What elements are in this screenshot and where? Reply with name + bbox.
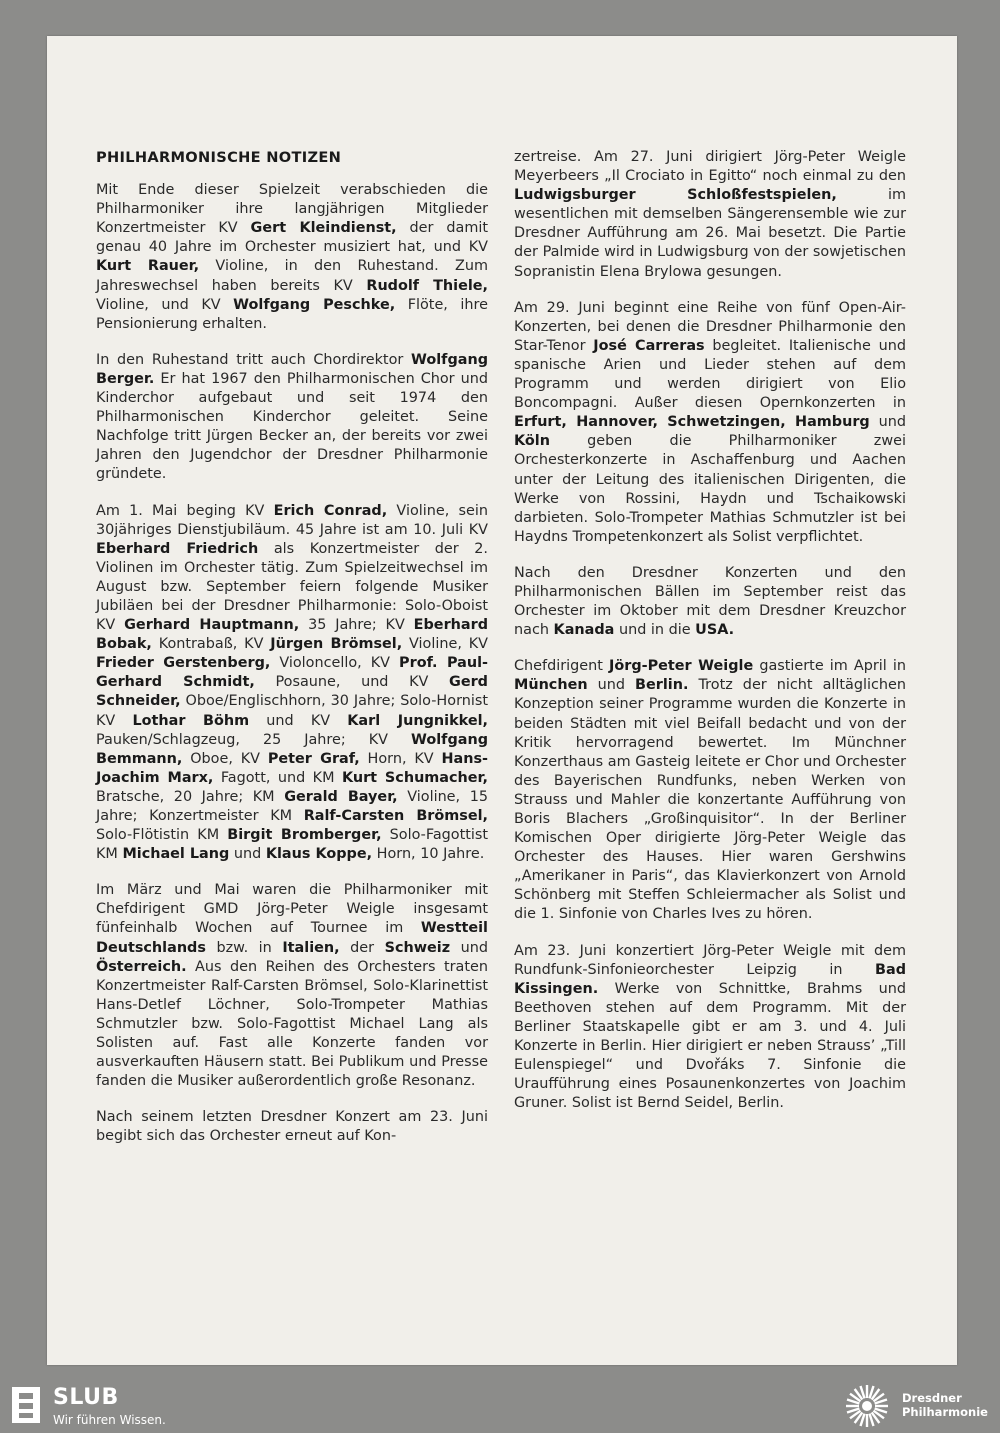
bold-name: Ludwigsburger Schloßfestspielen, xyxy=(514,187,837,204)
philharmonie-sunburst-icon xyxy=(842,1383,892,1429)
paragraph xyxy=(96,181,488,334)
left-column xyxy=(96,148,488,1164)
text-run: Posaune, und KV xyxy=(254,674,450,691)
right-column-body xyxy=(514,148,906,1113)
text-run: Am 1. Mai beging KV xyxy=(96,502,274,519)
philharmonie-name-line2: Philharmonie xyxy=(902,1405,988,1419)
bold-name: Klaus Koppe, xyxy=(265,846,373,863)
text-run: Pauken/Schlagzeug, 25 Jahre; KV xyxy=(96,731,411,748)
bold-name: Eberhard Friedrich xyxy=(96,540,259,557)
bold-name: Kurt Rauer, xyxy=(96,258,200,275)
text-run: der damit genau 40 Jahre im Orchester musiziert hat, und KV xyxy=(96,220,488,256)
text-run: Horn, KV xyxy=(359,750,442,767)
text-run: Violine, KV xyxy=(402,636,488,653)
text-run: als Konzertmeister der 2. Violinen im Orchester tätig. Zum Spielzeitwechsel im August bzw. September feiern folgende Musiker Jubiläen bei der Dresdner Philharmonie: Solo-Oboist KV xyxy=(96,540,488,634)
text-run: Chefdirigent xyxy=(514,658,609,675)
bold-name: Kurt Schumacher, xyxy=(341,769,488,786)
bold-name: Karl Jungnikkel, xyxy=(347,712,489,729)
bold-name: Prof. Paul-Gerhard Schmidt, xyxy=(96,655,488,691)
bold-name: José Carreras xyxy=(593,337,705,354)
text-run: Trotz der nicht alltäglichen Konzeption seiner Programme wurden die Konzerte in beiden Städten mit viel Beifall bedacht und von der Kritik hervorragend bewertet. Im Münchner Konzerthaus am Gasteig leitete er Chor und Orchester des Bayerischen Rundfunks, neben Werken von Strauss und Mahler die konzertante Aufführung von Boris Blachers „Großinquisitor“. In der Berliner Komischen Oper dirigierte Jörg-Peter Weigle das Orchester des Hauses. Hier waren Gershwins „Amerikaner in Paris“, das Klavierkonzert von Arnold Schönberg mit Steffen Schleiermacher als Solist und die 1. Sinfonie von Charles Ives zu hören. xyxy=(514,677,906,923)
bold-name: Gerd Schneider, xyxy=(96,674,488,710)
text-run: und xyxy=(450,939,488,956)
right-column xyxy=(514,148,906,1130)
text-run: Fagott, und KM xyxy=(213,769,342,786)
philharmonie-name-line1: Dresdner xyxy=(902,1391,962,1405)
bold-name: München xyxy=(514,677,588,694)
bold-name: Schweiz xyxy=(384,939,451,956)
slub-tagline: Wir führen Wissen. xyxy=(53,1413,166,1427)
paragraph xyxy=(96,1108,488,1146)
philharmonie-name xyxy=(902,1391,988,1419)
text-run: geben die Philharmoniker zwei Orchesterkonzerte in Aschaffenburg und Aachen unter der Leitung des italienischen Dirigenten, die Werke von Rossini, Haydn und Tschaikowski darbieten. Solo-Trompeter Mathias Schmutzler ist bei Haydns Trompetenkonzert als Solist verpflichtet. xyxy=(514,433,906,545)
text-run: und xyxy=(587,677,636,694)
text-run: Solo-Fagottist KM xyxy=(96,827,488,863)
text-run: Am 23. Juni konzertiert Jörg-Peter Weigle mit dem Rundfunk-Sinfonieorchester Leipzig in xyxy=(514,942,906,978)
bold-name: Jörg-Peter Weigle xyxy=(608,658,754,675)
text-run: Im März und Mai waren die Philharmoniker mit Chefdirigent GMD Jörg-Peter Weigle insgesamt fünfeinhalb Wochen auf Tournee im xyxy=(96,882,488,937)
bold-name: Erich Conrad, xyxy=(273,502,388,519)
left-column-body xyxy=(96,181,488,1146)
bold-name: Wolfgang Berger. xyxy=(96,351,488,387)
page-heading: PHILHARMONISCHE NOTIZEN xyxy=(96,149,342,166)
text-run: der xyxy=(339,939,385,956)
text-run: bzw. in xyxy=(205,939,283,956)
text-run: Kontrabaß, KV xyxy=(151,636,271,653)
bold-name: Wolfgang Bemmann, xyxy=(96,731,488,767)
bold-name: Lothar Böhm xyxy=(132,712,250,729)
slub-logo-icon xyxy=(12,1387,40,1423)
text-run: Am 29. Juni beginnt eine Reihe von fünf Open-Air-Konzerten, bei denen die Dresdner Philharmonie den Star-Tenor xyxy=(514,299,906,354)
paragraph xyxy=(96,881,488,1091)
bold-name: Hans-Joachim Marx, xyxy=(96,750,488,786)
text-run: und xyxy=(869,414,907,431)
text-run: Nach den Dresdner Konzerten und den Philharmonischen Bällen im September reist das Orchester im Oktober mit dem Dresdner Kreuzchor nach xyxy=(514,564,906,639)
paragraph xyxy=(514,299,906,547)
text-run: Flöte, ihre Pensionierung erhalten. xyxy=(96,296,488,332)
text-run: Horn, 10 Jahre. xyxy=(372,846,485,863)
paragraph xyxy=(514,657,906,924)
text-run: Aus den Reihen des Orchesters traten Konzertmeister Ralf-Carsten Brömsel, Solo-Klarinettist Hans-Detlef Löchner, Solo-Trompeter Mathias Schmutzler bzw. Solo-Fagottist Michael Lang als Solisten auf. Fast alle Konzerte fanden vor ausverkauften Häusern statt. Bei Publikum und Presse fanden die Musiker außerordentlich große Resonanz. xyxy=(96,958,488,1090)
text-run: Er hat 1967 den Philharmonischen Chor und Kinderchor aufgebaut und seit 1974 den Philharmonischen Kinderchor geleitet. Seine Nachfolge tritt Jürgen Becker an, der bereits vor zwei Jahren den Jugendchor der Dresdner Philharmonie gründete. xyxy=(96,370,488,483)
paragraph xyxy=(96,502,488,865)
bold-name: Gert Kleindienst, xyxy=(250,220,397,237)
text-run: Solo-Flötistin KM xyxy=(96,827,228,844)
text-run: Oboe/Englischhorn, 30 Jahre; Solo-Hornist KV xyxy=(96,693,488,729)
bold-name: USA. xyxy=(695,622,735,639)
text-run: im wesentlichen mit demselben Sängerensemble wie zur Dresdner Aufführung am 26. Mai besetzt. Die Partie der Palmide wird in Ludwigsburg von der sowjetischen Sopranistin Elena Brylowa gesungen. xyxy=(514,187,907,280)
bold-name: Erfurt, Hannover, Schwetzingen, Hamburg xyxy=(514,414,870,431)
bold-name: Rudolf Thiele, xyxy=(366,277,488,294)
bold-name: Bad Kissingen. xyxy=(514,961,906,997)
bold-name: Ralf-Carsten Brömsel, xyxy=(303,808,488,824)
bold-name: Michael Lang xyxy=(122,846,230,863)
bold-name: Österreich. xyxy=(96,958,187,975)
text-run: begleitet. Italienische und spanische Arien und Lieder stehen auf dem Programm und werden dirigiert von Elio Boncompagni. Außer diesen Opernkonzerten in xyxy=(514,337,907,412)
text-run: Violine, in den Ruhestand. Zum Jahreswechsel haben bereits KV xyxy=(96,258,488,294)
bold-name: Birgit Bromberger, xyxy=(227,827,382,844)
text-run: Violoncello, KV xyxy=(270,655,400,672)
text-run: und in die xyxy=(614,622,696,639)
text-run: und xyxy=(229,846,266,863)
text-run: gastierte im April in xyxy=(753,658,906,675)
text-run: Violine, 15 Jahre; Konzertmeister KM xyxy=(96,788,489,824)
text-run: zertreise. Am 27. Juni dirigiert Jörg-Peter Weigle Meyerbeers „Il Crociato in Egitto“ noch einmal zu den xyxy=(514,149,906,185)
bold-name: Jürgen Brömsel, xyxy=(270,636,403,653)
footer-bar xyxy=(0,1379,1000,1433)
text-run: Werke von Schnittke, Brahms und Beethoven stehen auf dem Programm. Mit der Berliner Staatskapelle gibt er am 3. und 4. Juli Konzerte in Berlin. Hier dirigiert er neben Strauss’ „Till Eulenspiegel“ und Dvořáks 7. Sinfonie die Uraufführung eines Posaunenkonzertes von Joachim Gruner. Solist ist Bernd Seidel, Berlin. xyxy=(514,980,906,1112)
bold-name: Gerald Bayer, xyxy=(284,788,398,805)
text-run: Bratsche, 20 Jahre; KM xyxy=(96,788,285,805)
text-run: Nach seinem letzten Dresdner Konzert am 23. Juni begibt sich das Orchester erneut auf Kon- xyxy=(96,1109,488,1145)
paragraph xyxy=(514,942,906,1114)
slub-name: SLUB xyxy=(53,1385,119,1410)
text-run: und KV xyxy=(249,712,348,729)
text-run: In den Ruhestand tritt auch Chordirektor xyxy=(96,351,411,368)
bold-name: Italien, xyxy=(282,939,340,956)
text-run: Oboe, KV xyxy=(182,750,268,767)
bold-name: Frieder Gerstenberg, xyxy=(96,655,271,672)
paragraph xyxy=(514,564,906,640)
bold-name: Gerhard Hauptmann, xyxy=(124,617,300,634)
bold-name: Wolfgang Peschke, xyxy=(233,296,396,313)
text-run: Violine, und KV xyxy=(96,296,234,313)
bold-name: Peter Graf, xyxy=(267,750,360,767)
bold-name: Kanada xyxy=(553,622,615,639)
bold-name: Westteil Deutschlands xyxy=(96,920,488,956)
text-run: 35 Jahre; KV xyxy=(299,617,414,634)
bold-name: Berlin. xyxy=(635,677,689,694)
text-run: Violine, sein 30jähriges Dienstjubiläum. 45 Jahre ist am 10. Juli KV xyxy=(96,502,489,538)
bold-name: Köln xyxy=(514,433,550,450)
paragraph xyxy=(96,351,488,485)
text-run: Mit Ende dieser Spielzeit verabschieden die Philharmoniker ihre langjährigen Mitglieder Konzertmeister KV xyxy=(96,182,488,237)
bold-name: Eberhard Bobak, xyxy=(96,617,489,653)
document-page xyxy=(47,36,957,1365)
paragraph xyxy=(514,148,906,282)
